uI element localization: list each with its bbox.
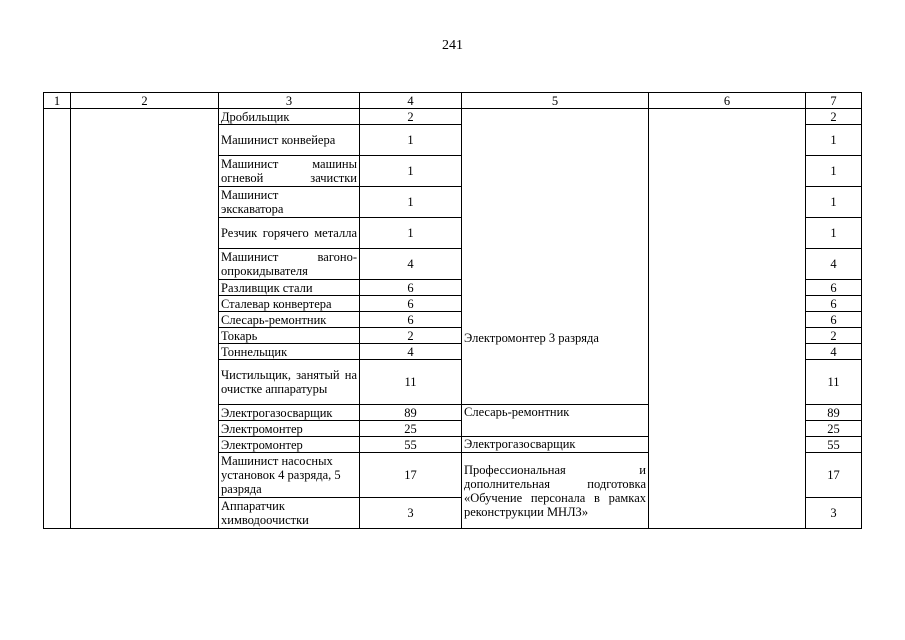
- count-cell: 4: [360, 249, 462, 280]
- header-cell: 6: [649, 93, 806, 109]
- profession-cell: Аппаратчик химводоочистки: [219, 498, 360, 529]
- count-cell: 89: [360, 405, 462, 421]
- total-cell: 25: [806, 421, 862, 437]
- profession-cell: Дробильщик: [219, 109, 360, 125]
- profession-cell: Резчик горячего металла: [219, 218, 360, 249]
- count-cell: 2: [360, 109, 462, 125]
- table-row: [44, 109, 862, 125]
- profession-cell: Сталевар конвертера: [219, 296, 360, 312]
- total-cell: 2: [806, 109, 862, 125]
- total-cell: 6: [806, 296, 862, 312]
- count-cell: 1: [360, 156, 462, 187]
- profession-cell: Слесарь-ремонтник: [219, 312, 360, 328]
- count-cell: 4: [360, 344, 462, 360]
- total-cell: 4: [806, 249, 862, 280]
- total-cell: 55: [806, 437, 862, 453]
- staffing-table: [43, 92, 862, 529]
- total-cell: 6: [806, 280, 862, 296]
- count-cell: 2: [360, 328, 462, 344]
- total-cell: 17: [806, 453, 862, 498]
- profession-cell: Машинист конвейера: [219, 125, 360, 156]
- count-cell: 11: [360, 360, 462, 405]
- count-cell: 1: [360, 218, 462, 249]
- profession-cell: Электрогазосварщик: [219, 405, 360, 421]
- header-cell: 5: [462, 93, 649, 109]
- total-cell: 2: [806, 328, 862, 344]
- training-text: Электромонтер 3 разряда: [464, 331, 599, 345]
- profession-cell: Электромонтер: [219, 437, 360, 453]
- training-cell: [462, 109, 649, 405]
- count-cell: 17: [360, 453, 462, 498]
- col6-cell: [649, 109, 806, 529]
- total-cell: 1: [806, 218, 862, 249]
- training-cell: Профессиональная и дополнительная подготовка «Обучение персонала в рамках реконструкции МНЛЗ»: [462, 453, 649, 529]
- header-cell: 7: [806, 93, 862, 109]
- total-cell: 1: [806, 187, 862, 218]
- count-cell: 25: [360, 421, 462, 437]
- count-cell: 3: [360, 498, 462, 529]
- training-cell: Слесарь-ремонтник: [462, 405, 649, 437]
- profession-cell: Электромонтер: [219, 421, 360, 437]
- profession-cell: Машинист насосных установок 4 разряда, 5 разряда: [219, 453, 360, 498]
- profession-cell: Разливщик стали: [219, 280, 360, 296]
- header-cell: 4: [360, 93, 462, 109]
- profession-cell: Машинист вагоно-опрокидывателя: [219, 249, 360, 280]
- profession-cell: Машинист машины огневой зачистки: [219, 156, 360, 187]
- training-cell: Электрогазосварщик: [462, 437, 649, 453]
- total-cell: 89: [806, 405, 862, 421]
- col1-cell: [44, 109, 71, 529]
- total-cell: 11: [806, 360, 862, 405]
- total-cell: 4: [806, 344, 862, 360]
- header-cell: 2: [71, 93, 219, 109]
- total-cell: 1: [806, 125, 862, 156]
- total-cell: 1: [806, 156, 862, 187]
- page-number: 241: [442, 38, 463, 53]
- header-cell: 1: [44, 93, 71, 109]
- profession-cell: Машинист экскаватора: [219, 187, 360, 218]
- col2-cell: [71, 109, 219, 529]
- count-cell: 6: [360, 312, 462, 328]
- count-cell: 1: [360, 187, 462, 218]
- header-row: [44, 93, 862, 109]
- header-cell: 3: [219, 93, 360, 109]
- profession-cell: Чистильщик, занятый на очистке аппаратуры: [219, 360, 360, 405]
- count-cell: 6: [360, 280, 462, 296]
- count-cell: 55: [360, 437, 462, 453]
- profession-cell: Тоннельщик: [219, 344, 360, 360]
- total-cell: 6: [806, 312, 862, 328]
- profession-cell: Токарь: [219, 328, 360, 344]
- count-cell: 1: [360, 125, 462, 156]
- count-cell: 6: [360, 296, 462, 312]
- total-cell: 3: [806, 498, 862, 529]
